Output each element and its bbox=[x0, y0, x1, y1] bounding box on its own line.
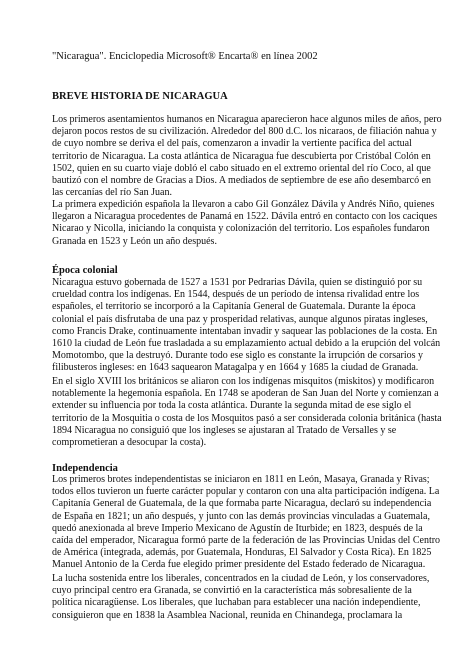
text-line: política nicaragüense. Los liberales, que luchaban para establecer una nación independiente, bbox=[52, 597, 421, 609]
section-paragraph bbox=[52, 376, 442, 449]
text-line: colonial el país disfrutaba de una paz y prosperidad relativas, aunque algunos piratas ingleses, bbox=[52, 313, 428, 325]
text-line: comprometieran a desocupar la costa). bbox=[52, 437, 207, 449]
text-line: 1610 la ciudad de León fue trasladada a su emplazamiento actual debido a la erupción del volcán bbox=[52, 338, 441, 350]
text-line: Manuel Antonio de la Cerda fue elegido primer presidente del Estado federado de Nicaragua. bbox=[52, 559, 426, 571]
section-paragraph bbox=[52, 573, 429, 622]
document-page bbox=[52, 0, 442, 670]
text-line: crueldad contra los indígenas. En 1544, después de un período de intensa rivalidad entre los bbox=[52, 289, 420, 301]
text-line: llegaron a Nicaragua procedentes de Panamá en 1522. Dávila entró en contacto con los caciques bbox=[52, 211, 438, 223]
text-line: Nicarao y Nicolla, iniciando la conquista y colonización del territorio. Los españoles fundaron bbox=[52, 223, 430, 235]
text-line: 1894 Nicaragua no consiguió que los ingleses se ajustaran al Tratado de Versalles y se bbox=[52, 424, 397, 436]
text-line: La lucha sostenida entre los liberales, concentrados en la ciudad de León, y los conservadores, bbox=[52, 573, 430, 584]
text-line: Los primeros brotes independentistas se iniciaron en 1811 en León, Masaya, Granada y Rivas; bbox=[52, 474, 430, 485]
section-paragraph bbox=[52, 474, 440, 572]
text-line: las cercanías del río San Juan. bbox=[52, 187, 172, 199]
text-line: territorio de Nicaragua. La costa atlántica de Nicaragua fue descubierta por Cristóbal Colón en bbox=[52, 150, 431, 162]
text-line: territorio de la Mosquitia o costa de los Mosquitos pasó a ser considerada colonia británica (hasta bbox=[52, 412, 442, 424]
text-line: de América (integrada, además, por Guatemala, Honduras, El Salvador y Costa Rica). En 1825 bbox=[52, 547, 432, 559]
text-line: Los primeros asentamientos humanos en Nicaragua aparecieron hace algunos miles de años, pero bbox=[52, 114, 442, 125]
section-paragraph bbox=[52, 277, 440, 375]
text-line: Nicaragua estuvo gobernada de 1527 a 1531 por Pedrarias Dávila, quien se distinguió por su bbox=[52, 277, 423, 288]
text-line: Capitanía General de Guatemala, de la que formaba parte Nicaragua, declaró su independencia bbox=[52, 498, 432, 510]
text-line: de cuyo nombre se deriva el del país, comenzaron a invadir la vertiente pacífica del actual bbox=[52, 138, 412, 150]
text-line: notablemente la hegemonía española. En 1748 se apoderan de San Juan del Norte y comienzan a bbox=[52, 388, 439, 400]
text-line: quedó anexionada al breve Imperio Mexicano de Agustín de Iturbide; en 1823, después de la bbox=[52, 522, 423, 534]
section-heading: Independencia bbox=[52, 463, 118, 474]
text-line: cuyo principal centro era Granada, se convirtió en la característica más sobresaliente de la bbox=[52, 585, 412, 597]
text-line: filibusteros ingleses: en 1643 saquearon Matagalpa y en 1664 y 1685 la ciudad de Granada. bbox=[52, 362, 419, 374]
text-line: bautizó con el nombre de Gracias a Dios. A mediados de septiembre de ese año desembarcó en bbox=[52, 175, 432, 187]
document-title: BREVE HISTORIA DE NICARAGUA bbox=[52, 91, 228, 102]
text-line: todos ellos tuvieron un fuerte carácter popular y contaron con una alta participación indígena. La bbox=[52, 486, 440, 498]
text-line: 1502, quien en su cuarto viaje dobló el cabo situado en el extremo oriental del río Coco, al que bbox=[52, 162, 431, 174]
intro-paragraph bbox=[52, 114, 442, 199]
source-citation: "Nicaragua". Enciclopedia Microsoft® Encarta® en línea 2002 bbox=[52, 51, 318, 62]
text-line: Momotombo, que la destruyó. Durante todo ese siglo es constante la irrupción de corsarios y bbox=[52, 350, 424, 362]
text-line: Granada en 1523 y León un año después. bbox=[52, 235, 217, 247]
text-line: dejaron pocos restos de su civilización. Alrededor del 800 d.C. los nicaraos, de filiación nahua y bbox=[52, 126, 437, 138]
section-heading: Época colonial bbox=[52, 265, 118, 276]
text-line: como Francis Drake, continuamente intentaban invadir y saquear las poblaciones de la costa. En bbox=[52, 325, 438, 337]
intro-paragraph bbox=[52, 199, 437, 248]
text-line: caída del emperador, Nicaragua formó parte de la federación de las Provincias Unidas del Centro bbox=[52, 535, 441, 547]
text-line: La primera expedición española la llevaron a cabo Gil González Dávila y Andrés Niño, quienes bbox=[52, 199, 435, 210]
text-line: de España en 1821; un año después, y junto con las demás provincias vinculadas a Guatemala, bbox=[52, 510, 430, 522]
text-line: extender su influencia por toda la costa atlántica. Durante la segunda mitad de ese siglo el bbox=[52, 400, 412, 412]
text-line: consiguieron que en 1838 la Asamblea Nacional, reunida en Chinandega, proclamara la bbox=[52, 609, 403, 621]
text-line: españoles, el territorio se incorporó a la Capitanía General de Guatemala. Durante la época bbox=[52, 301, 416, 313]
text-line: En el siglo XVIII los británicos se aliaron con los indígenas misquitos (miskitos) y modificaron bbox=[52, 376, 435, 387]
